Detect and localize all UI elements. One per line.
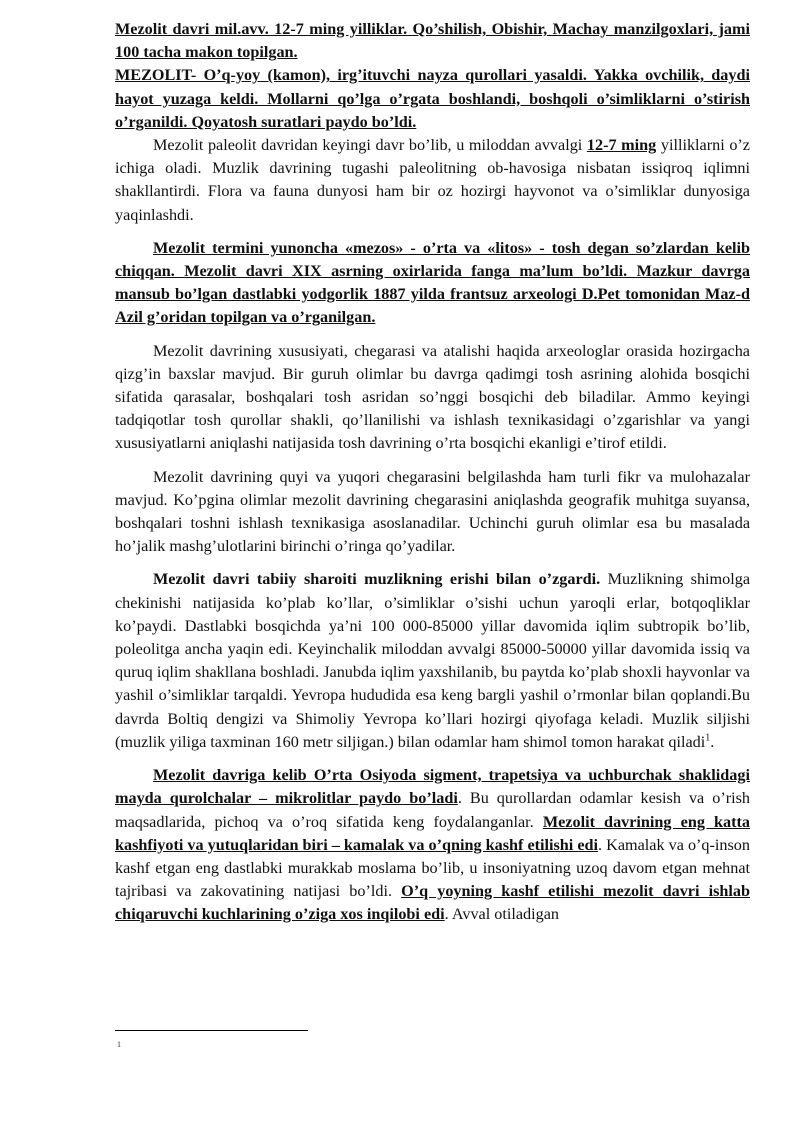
paragraph-5-end: . <box>710 732 715 751</box>
heading-block <box>115 18 750 134</box>
paragraph-1 <box>115 134 750 227</box>
paragraph-6-underlined-1: Mezolit davriga kelib O’rta Osiyoda sigment, trapetsiya va uchburchak shaklidagi mayda qurolchalar – mikrolitlar paydo bo’ladi <box>115 766 750 808</box>
paragraph-6-text-1: . Bu qurollardan odamlar kesish va o’rish maqsadlarida, pichoq va o’roq sifatida keng foydalanganlar. <box>115 789 750 831</box>
heading-line-2: MEZOLIT- O’q-yoy (kamon), irg’ituvchi nayza qurollari yasaldi. Yakka ovchilik, daydi hayot yuzaga keldi. Mollarni qo’lga o’rgata boshlandi, boshqoli o’simliklarni o’stirish o’rganildi. Qoyatosh suratlari paydo bo’ldi. <box>115 66 750 131</box>
paragraph-6-text-2: . Kamalak va o’q-inson kashf etgan eng dastlabki murakkab moslama bo’lib, u insoniyatning uzoq davom etgan mehnat tajribasi va zakovatining natijasi bo’ldi. <box>115 835 750 901</box>
footnote-separator <box>115 1030 308 1031</box>
paragraph-6-text-3: . Avval otiladigan <box>444 905 560 924</box>
footnote-mark: 1 <box>117 1040 121 1049</box>
paragraph-2: Mezolit termini yunoncha «mezos» - o’rta va «litos» - tosh degan so’zlardan kelib chiqqan. Mezolit davri XIX asrning oxirlarida fanga ma’lum bo’ldi. Mazkur davrga mansub bo’lgan dastlabki yodgorlik 1887 yilda frantsuz arxeologi D.Pet tomonidan Maz-d Azil g’oridan topilgan va o’rganilgan. <box>115 238 750 327</box>
paragraph-1-text-c: yilliklarni o’z ichiga oladi. Muzlik davrining tugashi paleolitning ob-havosiga nisbatan issiqroq iqlimni shakllantirdi. Flora va fauna dunyosi ham bir oz hozirgi hayvonot va o’simliklar dunyosiga yaqinlashdi. <box>115 136 750 224</box>
paragraph-6-underlined-2: Mezolit davrining eng katta kashfiyoti va yutuqlaridan biri – kamalak va o’qning kashf etilishi edi <box>115 812 750 854</box>
paragraph-3: Mezolit davrining xususiyati, chegarasi va atalishi haqida arxeologlar orasida hozirgacha qizg’in baxslar mavjud. Bir guruh olimlar bu davrga qadimgi tosh asrining alohida bosqichi sifatida qarasalar, boshqalari tosh asridan so’nggi bosqichi deb biladilar. Ammo keyingi tadqiqotlar tosh qurollar shakli, qo’llanilishi va ishlash texnikasidagi o’zgarishlar va yangi xususiyatlarni aniqlashi natijasida tosh davrining o’rta bosqichi ekanligi e’tirof etildi. <box>115 341 750 453</box>
paragraph-5 <box>115 568 750 754</box>
heading-line-1: Mezolit davri mil.avv. 12-7 ming yilliklar. Qo’shilish, Obishir, Machay manzilgoxlari, jami 100 tacha makon topilgan. <box>115 20 750 62</box>
paragraph-6-underlined-3: O’q yoyning kashf etilishi mezolit davri ishlab chiqaruvchi kuchlarining o’ziga xos inqilobi edi <box>115 882 750 924</box>
paragraph-6 <box>115 764 750 926</box>
paragraph-4: Mezolit davrining quyi va yuqori chegarasini belgilashda ham turli fikr va mulohazalar mavjud. Ko’pgina olimlar mezolit davrining chegarasini aniqlashda geografik muhitga suyansa, boshqalari toshni ishlash texnikasiga asoslanadilar. Uchinchi guruh olimlar esa bu masalada ho’jalik mashg’ulotlarini birinchi o’ringa qo’yadilar. <box>115 467 750 556</box>
paragraph-1-date-range: 12-7 ming <box>586 136 657 155</box>
paragraph-5-bold: Mezolit davri tabiiy sharoiti muzlikning erishi bilan o’zgardi. <box>153 570 601 589</box>
footnote-reference[interactable]: 1 <box>705 732 711 744</box>
paragraph-1-text-a: Mezolit paleolit davridan keyingi davr bo’lib, u miloddan avvalgi <box>153 136 587 155</box>
paragraph-5-text: Muzlikning shimolga chekinishi natijasida ko’plab ko’llar, o’simliklar o’sishi uchun yaroqli erlar, botqoqliklar ko’paydi. Dastlabki bosqichda ya’ni 100 000-85000 yillar davomida iqlim subtropik bo’lib, poleolitga ancha yaqin edi. Keyinchalik miloddan avvalgi 85000-50000 yillar davomida issiq va quruq iqlim shakllana boshladi. Janubda iqlim yaxshilanib, bu paytda ko’plab shoxli hayvonlar va yashil o’simliklar tarqaldi. Yevropa hududida esa keng bargli yashil o’rmonlar bilan qoplandi.Bu davrda Boltiq dengizi va Shimoliy Yevropa ko’llari hozirgi qiyofaga keladi. Muzlik siljishi (muzlik yiliga taxminan 160 metr siljigan.) bilan odamlar ham shimol tomon harakat qiladi <box>115 570 750 751</box>
document-page <box>115 18 750 927</box>
